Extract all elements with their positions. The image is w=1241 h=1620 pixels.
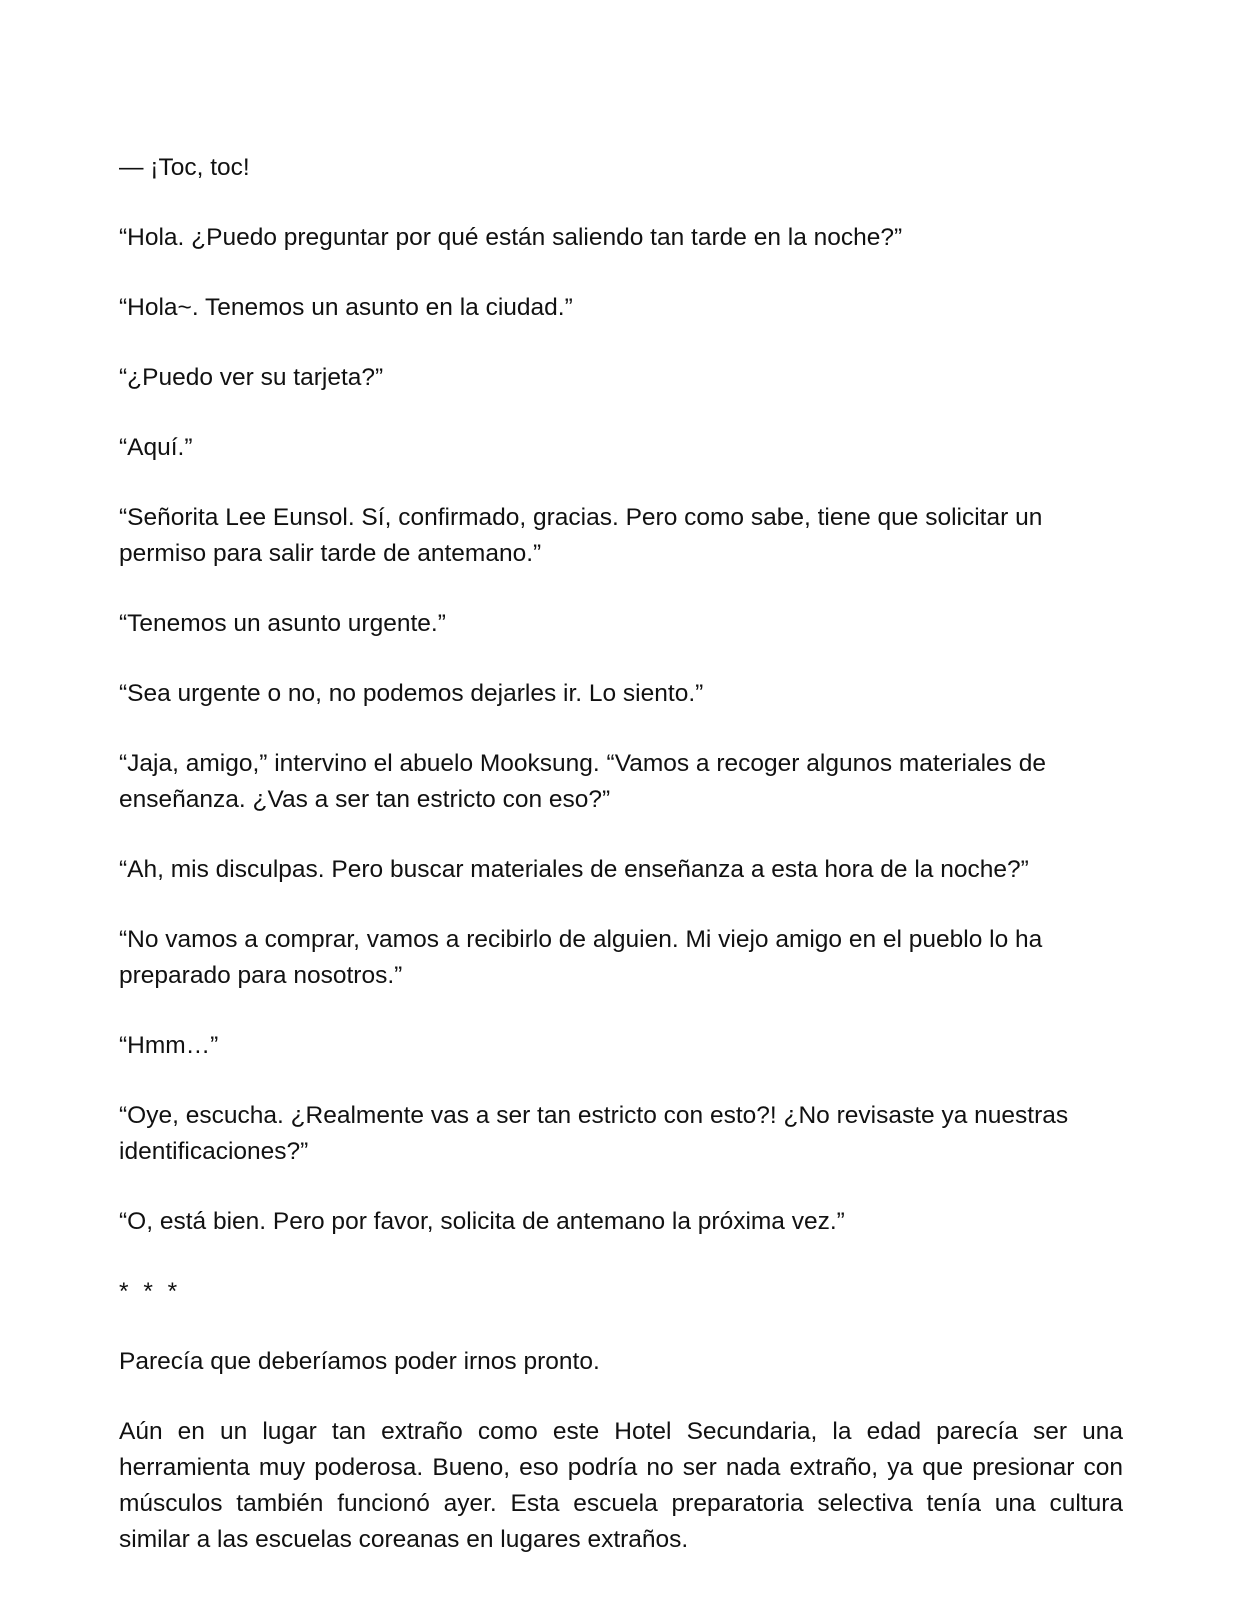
paragraph-leave-soon: Parecía que deberíamos poder irnos pronto. (119, 1348, 600, 1375)
paragraph-here: “Aquí.” (119, 434, 193, 461)
paragraph-next-time: “O, está bien. Pero por favor, solicita de antemano la próxima vez.” (119, 1208, 845, 1235)
paragraph-city-errand: “Hola~. Tenemos un asunto en la ciudad.” (119, 294, 573, 321)
document-page (119, 150, 1123, 1592)
paragraph-refusal: “Sea urgente o no, no podemos dejarles ir. Lo siento.” (119, 680, 704, 707)
paragraph-permit: “Señorita Lee Eunsol. Sí, confirmado, gracias. Pero como sabe, tiene que solicitar un permiso para salir tarde de antemano.” (119, 504, 1043, 567)
paragraph-old-friend: “No vamos a comprar, vamos a recibirlo de alguien. Mi viejo amigo en el pueblo lo ha preparado para nosotros.” (119, 926, 1043, 989)
scene-separator: * * * (119, 1278, 182, 1305)
paragraph-hmm: “Hmm…” (119, 1032, 219, 1059)
paragraph-strict: “Oye, escucha. ¿Realmente vas a ser tan estricto con esto?! ¿No revisaste ya nuestras identificaciones?” (119, 1102, 1069, 1165)
paragraph-mooksung: “Jaja, amigo,” intervino el abuelo Mooksung. “Vamos a recoger algunos materiales de enseñanza. ¿Vas a ser tan estricto con eso?” (119, 750, 1046, 813)
paragraph-urgent: “Tenemos un asunto urgente.” (119, 610, 446, 637)
paragraph-greeting-question: “Hola. ¿Puedo preguntar por qué están saliendo tan tarde en la noche?” (119, 224, 903, 251)
paragraph-card-request: “¿Puedo ver su tarjeta?” (119, 364, 384, 391)
paragraph-knock: — ¡Toc, toc! (119, 154, 250, 181)
paragraph-narration: Aún en un lugar tan extraño como este Hotel Secundaria, la edad parecía ser una herramienta muy poderosa. Bueno, eso podría no ser nada extraño, ya que presionar con músculos también funcionó ayer. Esta escuela preparatoria selectiva tenía una cultura similar a las escuelas coreanas en lugares extraños. (119, 1418, 1123, 1553)
paragraph-apology: “Ah, mis disculpas. Pero buscar materiales de enseñanza a esta hora de la noche?” (119, 856, 1029, 883)
